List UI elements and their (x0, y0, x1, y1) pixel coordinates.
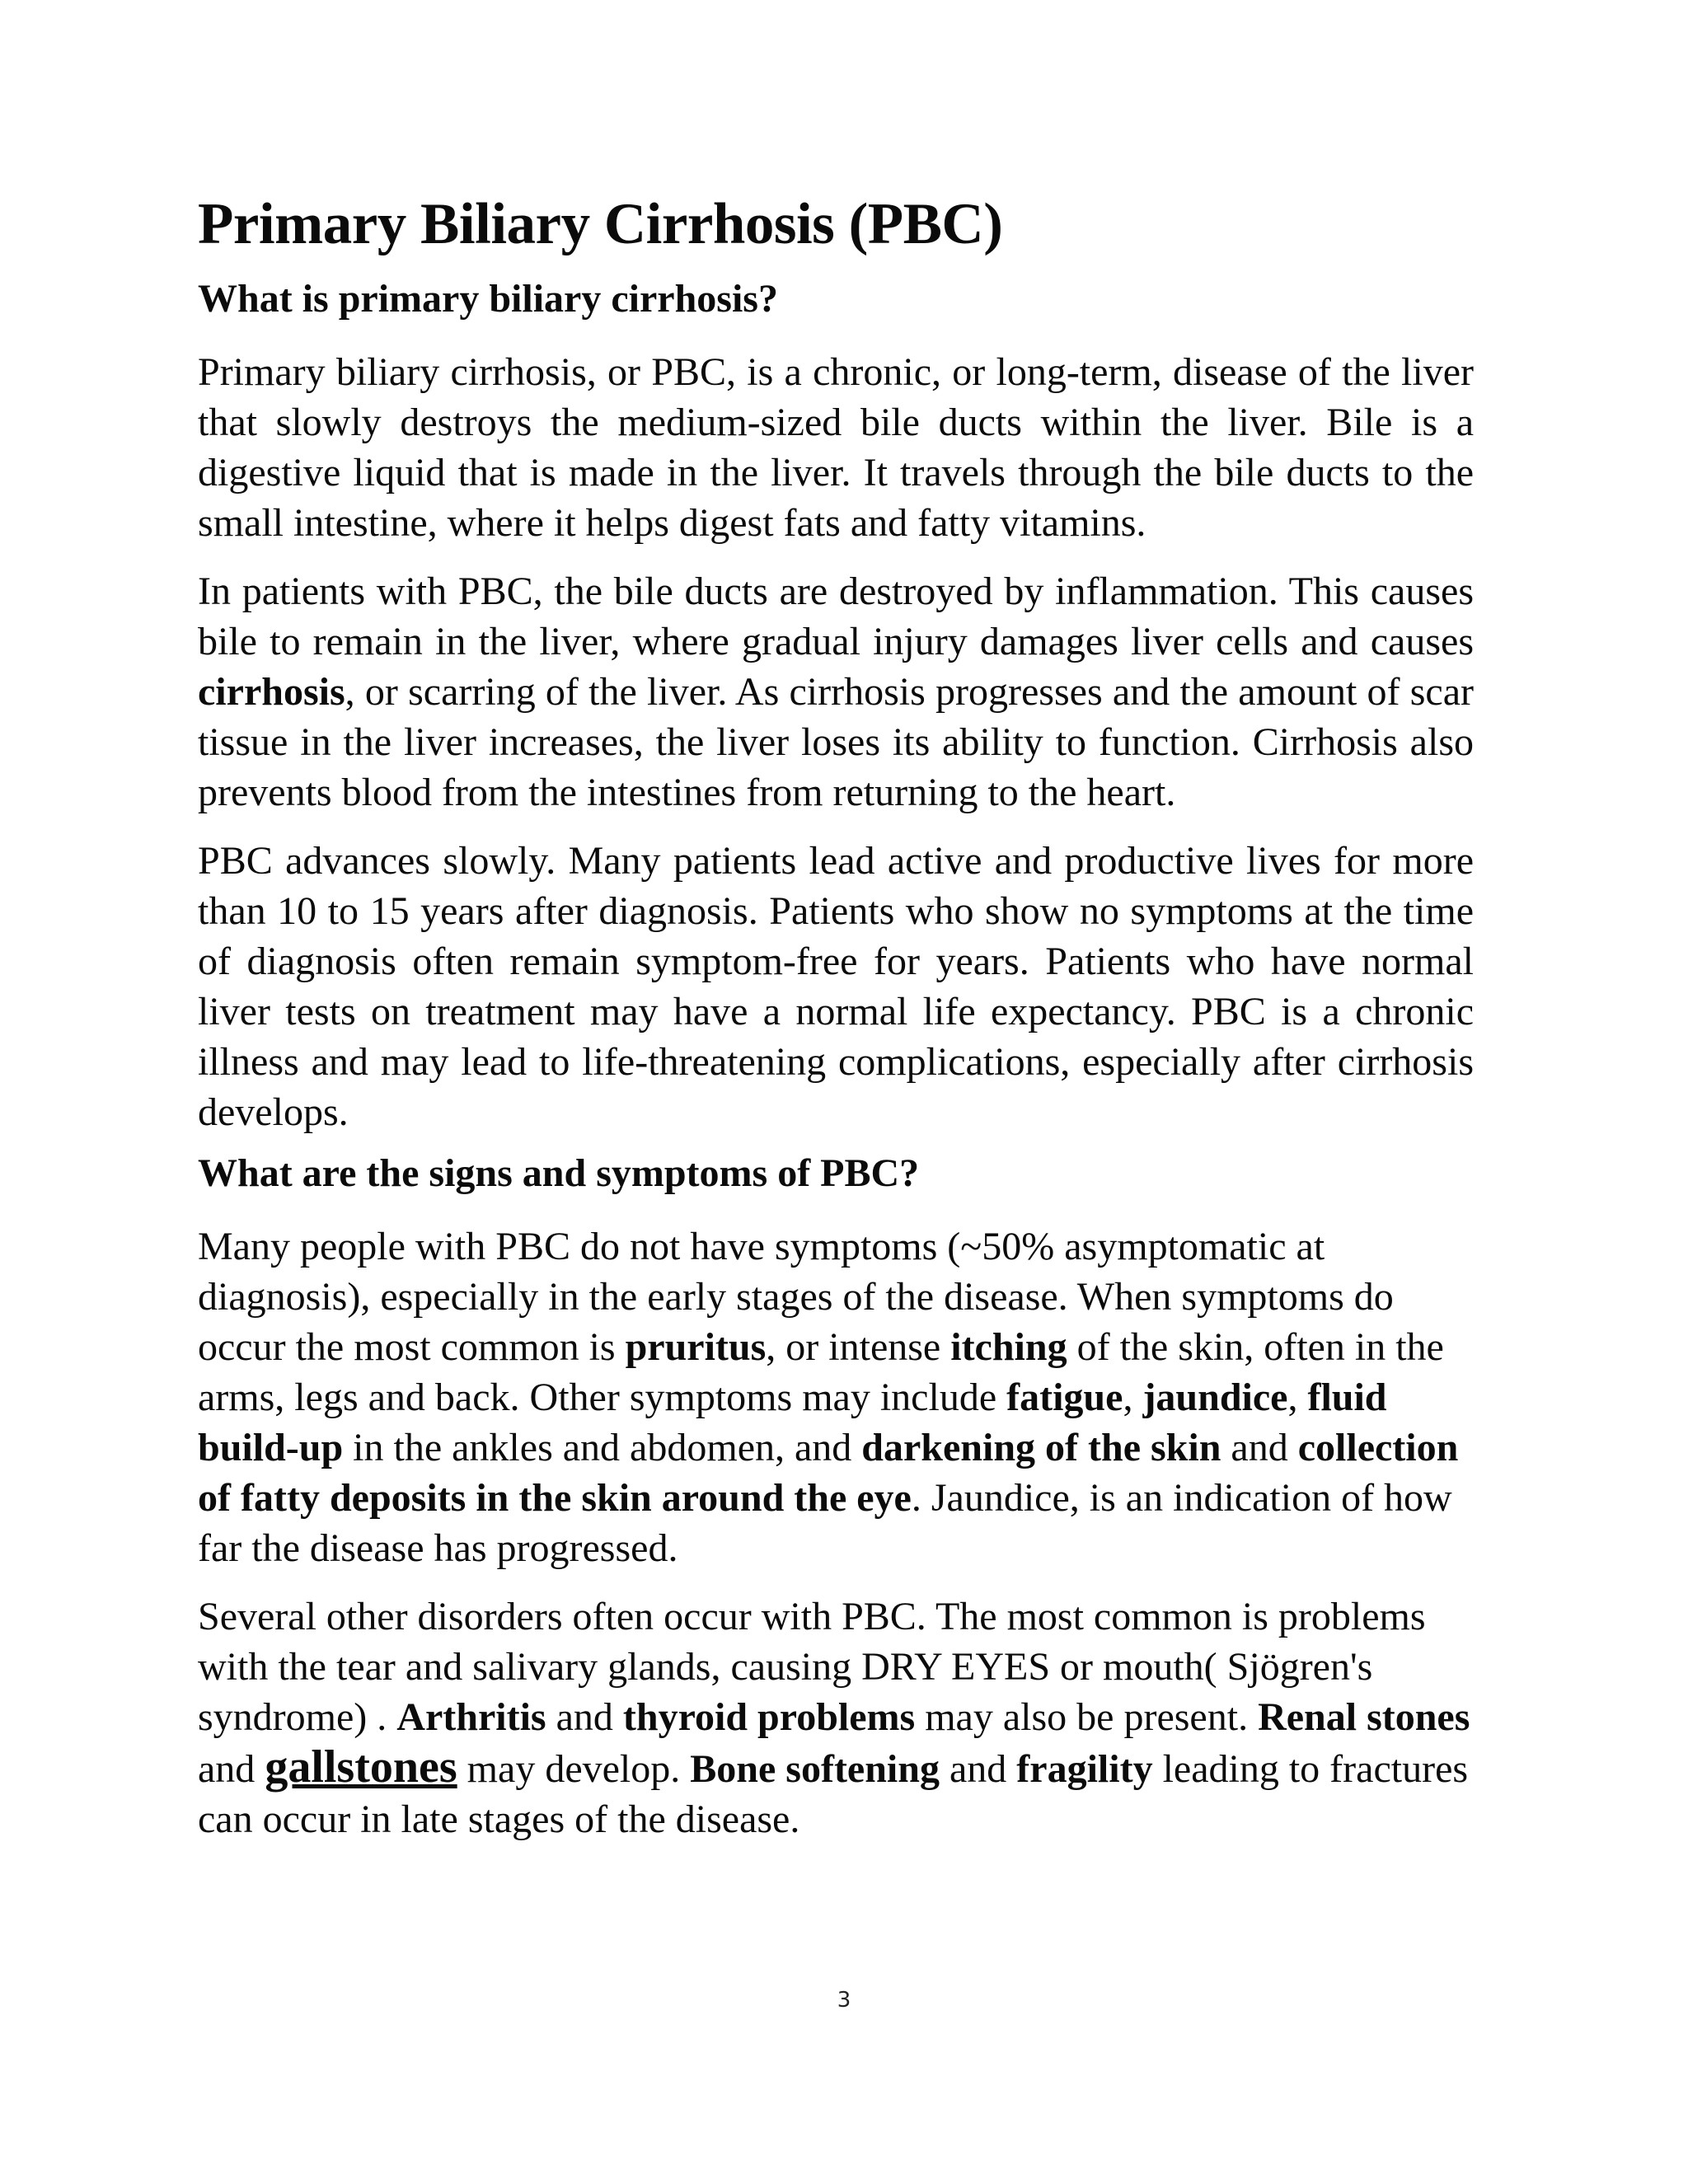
text-span: leading to fractures can occur in late stages of the disease. (198, 1747, 1469, 1842)
term-fluid-build-up: fluid build-up (198, 1376, 1387, 1470)
term-fragility: fragility (1016, 1747, 1153, 1792)
text-span: Several other disorders often occur with PBC. The most common is problems with the tear and salivary glands, causing DRY EYES or mouth( Sjögren's syndrome) . (198, 1595, 1426, 1740)
term-jaundice: jaundice (1142, 1376, 1288, 1420)
text-span: , or scarring of the liver. As cirrhosis progresses and the amount of scar tissue in the liver increases, the liver loses its ability to function. Cirrhosis also prevents blood from the intestines from returning to the heart. (198, 670, 1474, 815)
section-heading-what-is-pbc: What is primary biliary cirrhosis? (198, 277, 778, 321)
text-span: and (939, 1747, 1017, 1792)
paragraph-inflammation (198, 566, 1474, 818)
text-span: , (1123, 1376, 1143, 1420)
text-span: in the ankles and abdomen, and (343, 1426, 862, 1470)
paragraph-associated-disorders (198, 1591, 1474, 1844)
term-cirrhosis: cirrhosis (198, 670, 345, 715)
term-fatty-deposits: collection of fatty deposits in the skin around the eye (198, 1426, 1459, 1521)
text-span: may also be present. (915, 1695, 1259, 1740)
paragraph-symptoms (198, 1221, 1474, 1573)
term-pruritus: pruritus (625, 1325, 767, 1370)
text-span: . Jaundice, is an indication of how far the disease has progressed. (198, 1476, 1452, 1571)
document-title: Primary Biliary Cirrhosis (PBC) (198, 192, 1003, 256)
term-renal-stones: Renal stones (1258, 1695, 1470, 1740)
term-darkening-skin: darkening of the skin (861, 1426, 1221, 1470)
term-bone-softening: Bone softening (690, 1747, 940, 1792)
text-span: and (198, 1747, 265, 1792)
paragraph-definition: Primary biliary cirrhosis, or PBC, is a chronic, or long-term, disease of the liver that slowly destroys the medium-sized bile ducts within the liver. Bile is a digestive liquid that is made in the liver. It travels through the bile ducts to the small intestine, where it helps digest fats and fatty vitamins. (198, 350, 1474, 546)
term-gallstones: gallstones (265, 1741, 457, 1793)
text-span: Many people with PBC do not have symptoms (~50% asymptomatic at diagnosis), especially in the early stages of the disease. When symptoms do occur the most common is (198, 1225, 1394, 1370)
text-span: may develop. (457, 1747, 691, 1792)
term-fatigue: fatigue (1006, 1376, 1123, 1420)
text-span: , (1287, 1376, 1308, 1420)
text-span: and (1221, 1426, 1298, 1470)
document-page (198, 190, 1474, 1863)
term-arthritis: Arthritis (396, 1695, 546, 1740)
page-number: 3 (837, 1988, 851, 2013)
term-itching: itching (950, 1325, 1067, 1370)
text-span: and (546, 1695, 623, 1740)
text-span: of the skin, often in the arms, legs and back. Other symptoms may include (198, 1325, 1444, 1420)
text-span: , or intense (766, 1325, 951, 1370)
text-span: In patients with PBC, the bile ducts are destroyed by inflammation. This causes bile to remain in the liver, where gradual injury damages liver cells and causes (198, 569, 1474, 664)
section-heading-signs-symptoms: What are the signs and symptoms of PBC? (198, 1151, 920, 1196)
paragraph-progression: PBC advances slowly. Many patients lead active and productive lives for more than 10 to 15 years after diagnosis. Patients who show no symptoms at the time of diagnosis often remain symptom-free for years. Patients who have normal liver tests on treatment may have a normal life expectancy. PBC is a chronic illness and may lead to life-threatening complications, especially after cirrhosis develops. (198, 839, 1474, 1135)
term-thyroid-problems: thyroid problems (622, 1695, 916, 1740)
